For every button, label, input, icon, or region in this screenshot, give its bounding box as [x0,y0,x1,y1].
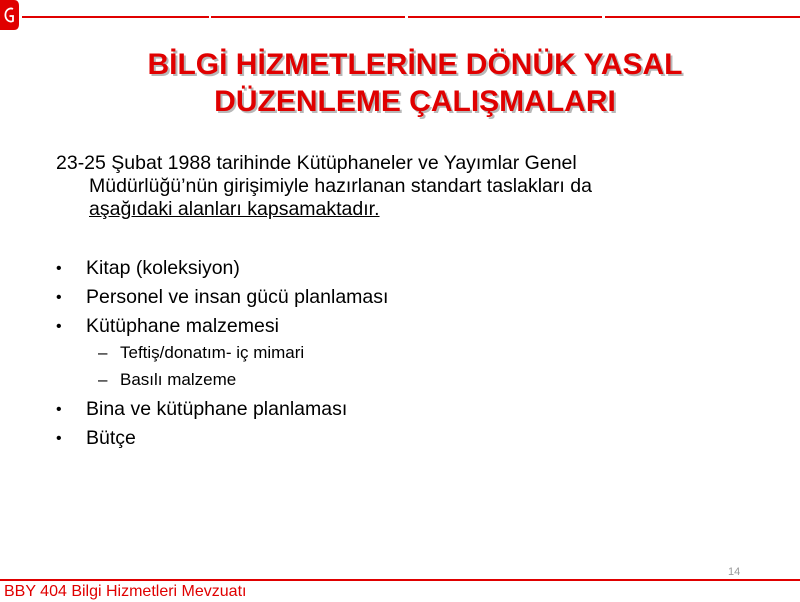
dash-icon: – [98,343,108,362]
bullet-label: Kütüphane malzemesi [86,315,279,337]
bullet-icon: • [56,289,62,306]
bullet-icon: • [56,260,62,277]
slide-title [40,46,790,120]
bullet-icon: • [56,401,62,418]
bottom-divider [0,579,800,581]
bullet-label: Bütçe [86,427,136,449]
bullet-icon: • [56,318,62,335]
intro-line-3-wrap [56,198,776,221]
sub-bullet-item [98,343,304,363]
intro-line-2: Müdürlüğü’nün girişimiyle hazırlanan standart taslakları da [89,175,592,197]
slide-title-line-1: BİLGİ HİZMETLERİNE DÖNÜK YASAL [147,48,683,81]
sub-bullet-label: Basılı malzeme [120,370,237,389]
intro-paragraph [56,152,776,221]
bullet-item [56,427,136,450]
sub-bullet-label: Teftiş/donatım- iç mimari [120,343,305,362]
bullet-item [56,286,388,309]
sub-bullet-item [98,370,236,390]
bullet-item [56,398,347,421]
page-number: 14 [728,566,741,578]
bullet-item [56,315,279,338]
intro-line-1: 23-25 Şubat 1988 tarihinde Kütüphaneler ve Yayımlar Genel [56,152,577,174]
top-divider-segment-1 [22,16,209,18]
top-divider-segment-3 [408,16,602,18]
bullet-item [56,257,240,280]
intro-line-3: aşağıdaki alanları kapsamaktadır. [89,198,380,220]
dash-icon: – [98,370,108,389]
bullet-label: Kitap (koleksiyon) [86,257,240,279]
top-divider-segment-2 [211,16,405,18]
university-logo-icon [0,0,19,30]
slide-title-line-2: DÜZENLEME ÇALIŞMALARI [214,85,616,118]
footer-course-title: BBY 404 Bilgi Hizmetleri Mevzuatı [4,583,247,600]
bullet-label: Bina ve kütüphane planlaması [86,398,348,420]
top-divider-segment-4 [605,16,800,18]
bullet-icon: • [56,430,62,447]
bullet-label: Personel ve insan gücü planlaması [86,286,389,308]
